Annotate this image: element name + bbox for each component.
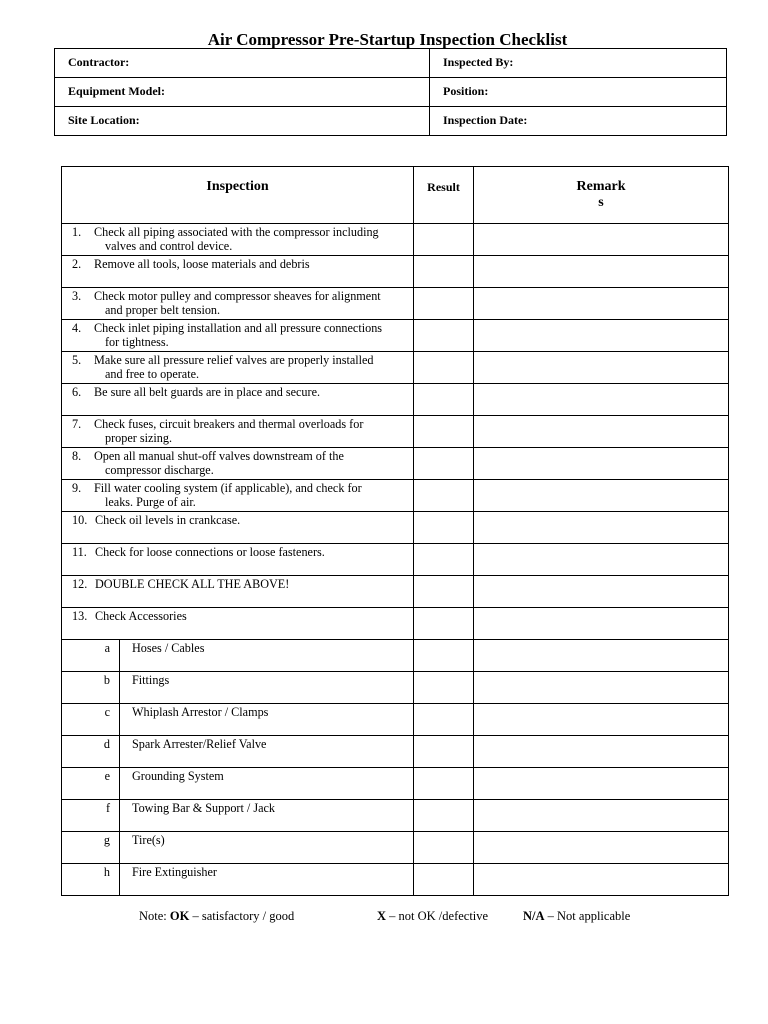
accessory-letter: e <box>62 768 120 800</box>
table-row <box>62 384 729 416</box>
accessory-label: Spark Arrester/Relief Valve <box>120 736 414 768</box>
accessory-letter: g <box>62 832 120 864</box>
item-number: 8. <box>72 449 82 463</box>
remarks-cell[interactable] <box>474 256 729 288</box>
item-text-continued: and free to operate. <box>105 367 200 381</box>
inspection-item <box>62 288 414 320</box>
remarks-cell[interactable] <box>474 352 729 384</box>
inspection-item <box>62 448 414 480</box>
remarks-cell[interactable] <box>474 608 729 640</box>
table-row <box>62 768 729 800</box>
contractor-field[interactable]: Contractor: <box>55 49 430 78</box>
item-number: 9. <box>72 481 82 495</box>
na-code: N/A <box>523 909 545 923</box>
table-row <box>62 352 729 384</box>
ok-code: OK <box>169 909 190 923</box>
item-number: 3. <box>72 289 82 303</box>
result-cell[interactable] <box>414 672 474 704</box>
checklist-body <box>62 224 729 896</box>
item-number: 11. <box>72 545 87 559</box>
item-text-continued: compressor discharge. <box>105 463 214 477</box>
item-text: Check all piping associated with the compressor including <box>94 225 379 239</box>
table-row <box>62 256 729 288</box>
item-text: Remove all tools, loose materials and debris <box>94 257 310 271</box>
remarks-cell[interactable] <box>474 864 729 896</box>
remarks-cell[interactable] <box>474 448 729 480</box>
info-row <box>55 78 727 107</box>
remarks-cell[interactable] <box>474 768 729 800</box>
item-text: Be sure all belt guards are in place and secure. <box>94 385 321 399</box>
ok-desc: – satisfactory / good <box>189 909 295 923</box>
result-cell[interactable] <box>414 480 474 512</box>
inspection-item <box>62 320 414 352</box>
result-cell[interactable] <box>414 416 474 448</box>
item-number: 10. <box>72 513 88 527</box>
header-info-table <box>54 48 727 136</box>
accessory-label: Fire Extinguisher <box>120 864 414 896</box>
table-header-row <box>62 167 729 224</box>
item-text: Check inlet piping installation and all pressure connections <box>94 321 383 335</box>
result-cell[interactable] <box>414 704 474 736</box>
table-row <box>62 832 729 864</box>
remarks-cell[interactable] <box>474 320 729 352</box>
result-cell[interactable] <box>414 288 474 320</box>
remarks-cell[interactable] <box>474 672 729 704</box>
result-cell[interactable] <box>414 224 474 256</box>
result-cell[interactable] <box>414 544 474 576</box>
accessory-label: Tire(s) <box>120 832 414 864</box>
result-cell[interactable] <box>414 608 474 640</box>
item-number: 7. <box>72 417 82 431</box>
inspection-date-field[interactable]: Inspection Date: <box>430 107 727 136</box>
result-cell[interactable] <box>414 320 474 352</box>
item-text-continued: for tightness. <box>105 335 169 349</box>
table-row <box>62 416 729 448</box>
table-row <box>62 608 729 640</box>
accessory-letter: b <box>62 672 120 704</box>
inspection-item <box>62 544 414 576</box>
table-row <box>62 704 729 736</box>
remarks-cell[interactable] <box>474 416 729 448</box>
item-text-continued: proper sizing. <box>105 431 173 445</box>
inspection-item <box>62 416 414 448</box>
result-cell[interactable] <box>414 800 474 832</box>
inspection-column-header: Inspection <box>62 167 414 224</box>
inspection-item <box>62 480 414 512</box>
na-desc: – Not applicable <box>544 909 631 923</box>
accessory-letter: d <box>62 736 120 768</box>
item-text: Fill water cooling system (if applicable), and check for <box>94 481 362 495</box>
table-row <box>62 544 729 576</box>
item-number: 4. <box>72 321 82 335</box>
table-row <box>62 480 729 512</box>
legend-na <box>523 908 630 924</box>
info-row <box>55 107 727 136</box>
item-text: Make sure all pressure relief valves are properly installed <box>94 353 374 367</box>
inspection-item <box>62 256 414 288</box>
x-desc: – not OK /defective <box>386 909 489 923</box>
table-row <box>62 224 729 256</box>
table-row <box>62 800 729 832</box>
table-row <box>62 448 729 480</box>
item-number: 5. <box>72 353 82 367</box>
inspection-item <box>62 384 414 416</box>
result-cell[interactable] <box>414 576 474 608</box>
result-cell[interactable] <box>414 256 474 288</box>
table-row <box>62 576 729 608</box>
result-cell[interactable] <box>414 864 474 896</box>
result-cell[interactable] <box>414 832 474 864</box>
item-text: DOUBLE CHECK ALL THE ABOVE! <box>95 577 290 591</box>
accessory-letter: f <box>62 800 120 832</box>
table-row <box>62 736 729 768</box>
remarks-cell[interactable] <box>474 480 729 512</box>
table-row <box>62 640 729 672</box>
accessory-label: Towing Bar & Support / Jack <box>120 800 414 832</box>
remarks-cell[interactable] <box>474 832 729 864</box>
equipment-model-field[interactable]: Equipment Model: <box>55 78 430 107</box>
table-row <box>62 672 729 704</box>
result-cell[interactable] <box>414 640 474 672</box>
legend-ok <box>139 908 294 924</box>
accessory-label: Hoses / Cables <box>120 640 414 672</box>
item-number: 13. <box>72 609 88 623</box>
item-text-continued: and proper belt tension. <box>105 303 221 317</box>
item-text-continued: leaks. Purge of air. <box>105 495 196 509</box>
remarks-cell[interactable] <box>474 704 729 736</box>
position-field[interactable]: Position: <box>430 78 727 107</box>
item-number: 12. <box>72 577 88 591</box>
item-text: Check motor pulley and compressor sheaves for alignment <box>94 289 381 303</box>
accessory-label: Fittings <box>120 672 414 704</box>
item-text: Check fuses, circuit breakers and thermal overloads for <box>94 417 364 431</box>
item-number: 1. <box>72 225 82 239</box>
result-cell[interactable] <box>414 736 474 768</box>
item-text: Check for loose connections or loose fasteners. <box>95 545 325 559</box>
info-row <box>55 49 727 78</box>
inspection-checklist-table <box>61 166 729 896</box>
result-column-header: Result <box>414 167 474 224</box>
accessory-label: Whiplash Arrestor / Clamps <box>120 704 414 736</box>
item-text: Check oil levels in crankcase. <box>95 513 241 527</box>
item-text-continued: valves and control device. <box>105 239 233 253</box>
legend-x <box>377 908 488 924</box>
item-text: Open all manual shut-off valves downstream of the <box>94 449 344 463</box>
item-number: 2. <box>72 257 82 271</box>
remarks-cell[interactable] <box>474 576 729 608</box>
result-cell[interactable] <box>414 384 474 416</box>
inspection-item <box>62 352 414 384</box>
remarks-cell[interactable] <box>474 224 729 256</box>
note-prefix: Note: <box>139 909 170 923</box>
accessory-letter: h <box>62 864 120 896</box>
table-row <box>62 320 729 352</box>
item-text: Check Accessories <box>95 609 187 623</box>
result-cell[interactable] <box>414 448 474 480</box>
page-title: Air Compressor Pre-Startup Inspection Checklist <box>207 30 568 49</box>
result-cell[interactable] <box>414 768 474 800</box>
remarks-cell[interactable] <box>474 384 729 416</box>
remarks-cell[interactable] <box>474 640 729 672</box>
x-code: X <box>377 909 387 923</box>
item-number: 6. <box>72 385 82 399</box>
table-row <box>62 288 729 320</box>
site-location-field[interactable]: Site Location: <box>55 107 430 136</box>
remarks-header-label: Remarks <box>576 179 626 210</box>
result-cell[interactable] <box>414 352 474 384</box>
inspection-item <box>62 576 414 608</box>
accessory-label: Grounding System <box>120 768 414 800</box>
accessory-letter: a <box>62 640 120 672</box>
remarks-cell[interactable] <box>474 544 729 576</box>
inspection-item <box>62 608 414 640</box>
table-row <box>62 864 729 896</box>
result-cell[interactable] <box>414 512 474 544</box>
inspected-by-field[interactable]: Inspected By: <box>430 49 727 78</box>
legend-note <box>0 908 768 924</box>
remarks-cell[interactable] <box>474 736 729 768</box>
accessory-letter: c <box>62 704 120 736</box>
remarks-cell[interactable] <box>474 800 729 832</box>
remarks-cell[interactable] <box>474 512 729 544</box>
inspection-item <box>62 224 414 256</box>
remarks-cell[interactable] <box>474 288 729 320</box>
inspection-item <box>62 512 414 544</box>
remarks-column-header <box>474 167 729 224</box>
table-row <box>62 512 729 544</box>
